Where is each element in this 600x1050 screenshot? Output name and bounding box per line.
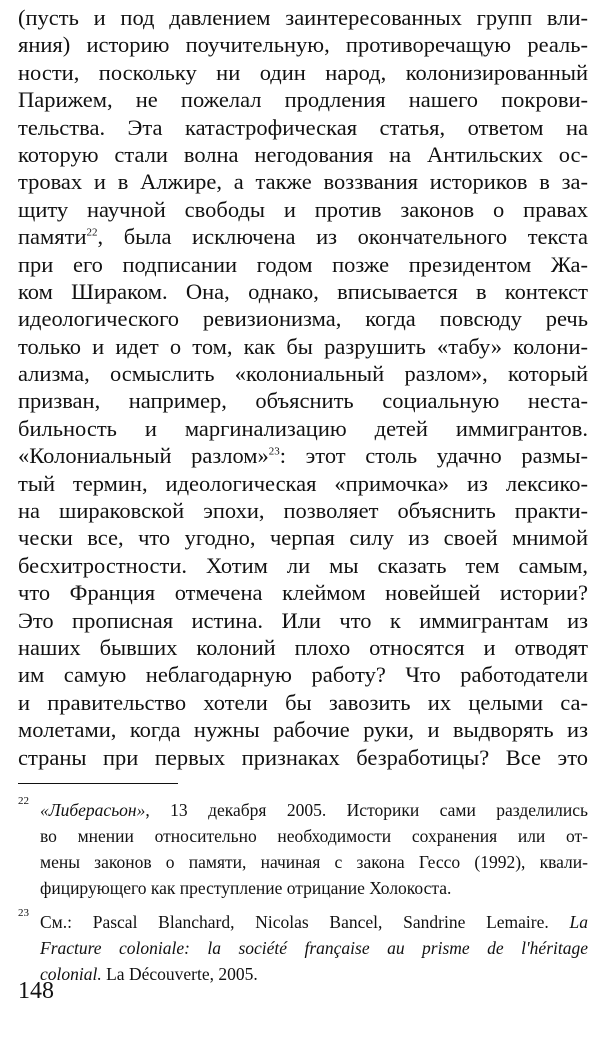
text-line: на шираковской эпохи, позволяет объяснить практи- (18, 498, 588, 524)
text-line: тровах и в Алжире, а также воззвания историков в за- (18, 169, 588, 195)
footnote-ref-22[interactable]: 22 (86, 226, 98, 239)
text-line: щиту научной свободы и против законов о правах (18, 196, 588, 222)
body-text (18, 4, 588, 771)
text-line: призван, например, объяснить социальную неста- (18, 388, 588, 414)
text-line: яния) историю поучительную, противоречащую реаль- (18, 32, 588, 58)
text-line: что Франция отмечена клеймом новейшей истории? (18, 580, 588, 606)
text-fragment: «Колониальный разлом» (18, 443, 269, 469)
text-line: идеологического ревизионизма, когда повсюду речь (18, 306, 588, 332)
footnote-line: мены законов о памяти, начиная с закона Гессо (1992), квали- (40, 852, 588, 872)
text-line (18, 442, 588, 469)
book-title: La (569, 912, 588, 932)
text-line: молетами, когда нужны рабочие руки, и выдворять из (18, 717, 588, 743)
text-fragment: , была исключена из окончательного текста (97, 224, 588, 250)
footnote-line (40, 961, 588, 987)
text-line: при его подписании годом позже президентом Жа- (18, 251, 588, 277)
footnote-line (40, 797, 588, 823)
footnote-source: «Либерасьон» (40, 800, 146, 820)
text-line: наших бывших колоний плохо относятся и отводят (18, 634, 588, 660)
text-fragment: : этот столь удачно размы- (279, 443, 589, 469)
text-line: ализма, осмыслить «колониальный разлом», который (18, 361, 588, 387)
footnote-line (40, 935, 588, 961)
footnote-22 (18, 797, 588, 901)
footnote-23 (18, 909, 588, 987)
footnote-number: 23 (18, 907, 29, 919)
text-line: Парижем, не пожелал продления нашего покрови- (18, 87, 588, 113)
page-number: 148 (18, 978, 54, 1004)
footnote-line: во мнении относительно необходимости сохранения или от- (40, 826, 588, 846)
footnotes (18, 797, 588, 995)
book-title: colonial. (40, 964, 102, 984)
book-title: Fracture coloniale: la société française au prisme de l'héritage (40, 938, 588, 958)
text-line: бесхитростности. Хотим ли мы сказать тем самым, (18, 552, 588, 578)
text-fragment: См.: Pascal Blanchard, Nicolas Bancel, Sandrine Lemaire. (40, 912, 549, 932)
footnote-divider (18, 783, 178, 784)
text-line (18, 223, 588, 250)
text-line: тельства. Эта катастрофическая статья, ответом на (18, 114, 588, 140)
text-fragment: памяти (18, 224, 87, 250)
text-line: тый термин, идеологическая «примочка» из лексико- (18, 470, 588, 496)
text-fragment: , 13 декабря 2005. Историки сами разделились (145, 800, 588, 820)
footnote-ref-23[interactable]: 23 (268, 445, 280, 458)
text-line: и правительство хотели бы завозить их целыми са- (18, 689, 588, 715)
text-line: страны при первых признаках безработицы? Все это (18, 744, 588, 770)
footnote-line (40, 909, 588, 935)
text-line: бильность и маргинализацию детей иммигрантов. (18, 415, 588, 441)
publisher: La Découverte, 2005. (101, 964, 258, 984)
footnote-number: 22 (18, 795, 29, 807)
text-line: только и идет о том, как бы разрушить «табу» колони- (18, 333, 588, 359)
text-line: чески все, что угодно, черпая силу из своей мнимой (18, 525, 588, 551)
text-line: (пусть и под давлением заинтересованных групп вли- (18, 5, 588, 30)
text-line: ком Шираком. Она, однако, вписывается в контекст (18, 278, 588, 304)
footnote-line: фицирующего как преступление отрицание Холокоста. (40, 878, 452, 898)
text-line: ности, поскольку ни один народ, колонизированный (18, 59, 588, 85)
text-line: которую стали волна негодования на Антильских ос- (18, 141, 588, 167)
text-line: им самую неблагодарную работу? Что работодатели (18, 662, 588, 688)
text-line: Это прописная истина. Или что к иммигрантам из (18, 607, 588, 633)
